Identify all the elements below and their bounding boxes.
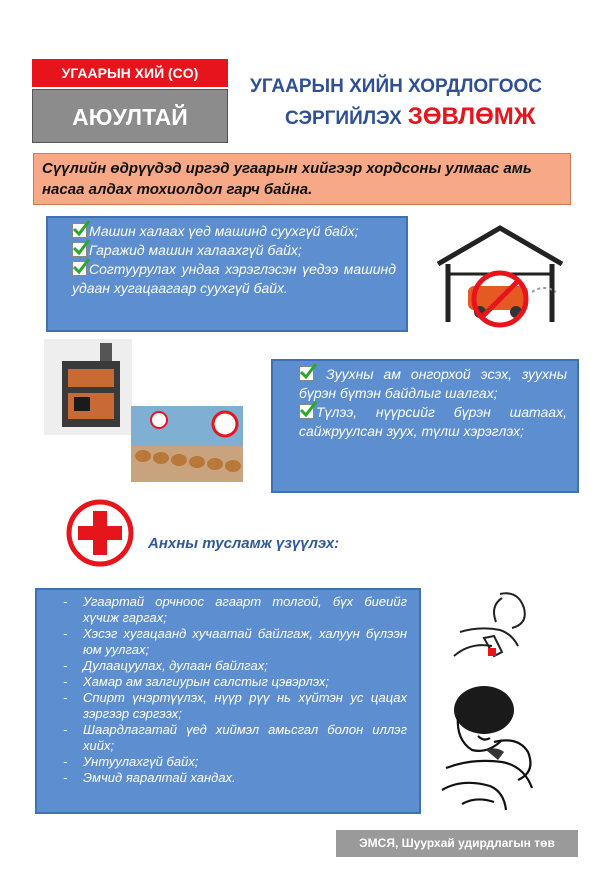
first-aid-step: - Спирт үнэртүүлэх, нүүр рүү нь хүйтэн ус цацах зэргээр сэргээх; bbox=[61, 690, 407, 722]
stove-image bbox=[44, 339, 132, 435]
checkmark-icon bbox=[72, 261, 87, 276]
intro-notice: Сүүлийн өдрүүдэд иргэд угаарын хийгээр хордсоны улмаас амь насаа алдах тохиолдол гарч байна. bbox=[33, 153, 571, 205]
campaign-photo bbox=[131, 406, 243, 482]
page-title-line1: УГААРЫН ХИЙН ХОРДЛОГООС bbox=[250, 76, 542, 97]
car-tip-item bbox=[72, 260, 396, 298]
first-aid-step: - Эмчид яаралтай хандах. bbox=[61, 770, 407, 786]
stove-tip-item bbox=[299, 365, 567, 403]
car-tip-text: Согтуурулах ундаа хэрэглэсэн үедээ машинд удаан хугацаагаар суухгүй байх. bbox=[72, 261, 396, 296]
no-car-in-garage-illustration bbox=[428, 214, 572, 336]
stove-tip-text: Түлээ, нүүрсийг бүрэн шатаах, сайжруулсан зуух, түлш хэрэглэх; bbox=[299, 404, 567, 439]
car-tip-text: Машин халаах үед машинд суухгүй байх; bbox=[89, 223, 359, 239]
title-line2-text: СЭРГИЙЛЭХ bbox=[285, 108, 402, 129]
page-title-line2 bbox=[285, 103, 595, 131]
first-aid-step: - Хамар ам залгиурын салстыг цэвэрлэх; bbox=[61, 674, 407, 690]
first-aid-step: - Угаартай орчноос агаарт толгой, бүх биеийг хүчиж гаргах; bbox=[61, 594, 407, 626]
first-aid-heading: Анхны тусламж үзүүлэх: bbox=[148, 535, 340, 552]
stove-tip-text: Зуухны ам онгорхой эсэх, зуухны бүрэн бүтэн байдлыг шалгах; bbox=[299, 366, 568, 401]
checkmark-icon bbox=[299, 366, 314, 381]
first-aid-box bbox=[35, 588, 421, 814]
checkmark-icon bbox=[72, 242, 87, 257]
stove-tips-box bbox=[271, 359, 579, 493]
red-cross-icon bbox=[64, 497, 136, 569]
first-aid-step: - Хэсэг хугацаанд хучаатай байлгаж, халуун бүлээн юм уулгах; bbox=[61, 626, 407, 658]
checkmark-icon bbox=[299, 404, 314, 419]
first-aid-step: - Дулаацуулах, дулаан байлгах; bbox=[61, 658, 407, 674]
person-drinking-illustration bbox=[440, 586, 546, 674]
first-aid-step: - Шаардлагатай үед хиймэл амьсгал болон иллэг хийх; bbox=[61, 722, 407, 754]
checkmark-icon bbox=[72, 223, 87, 238]
car-tips-box bbox=[46, 216, 408, 332]
car-tip-item bbox=[72, 222, 396, 241]
warning-label-red: УГААРЫН ХИЙ (CO) bbox=[32, 59, 228, 87]
artificial-respiration-illustration bbox=[432, 680, 544, 816]
title-highlight: ЗӨВЛӨМЖ bbox=[407, 103, 536, 130]
first-aid-step: - Унтуулахгүй байх; bbox=[61, 754, 407, 770]
stove-tip-item bbox=[299, 403, 567, 441]
warning-label-grey: АЮУЛТАЙ bbox=[32, 89, 228, 143]
car-tip-text: Гаражид машин халаахгүй байх; bbox=[89, 242, 302, 258]
footer-credit: ЭМСЯ, Шуурхай удирдлагын төв bbox=[336, 830, 578, 857]
car-tip-item bbox=[72, 241, 396, 260]
